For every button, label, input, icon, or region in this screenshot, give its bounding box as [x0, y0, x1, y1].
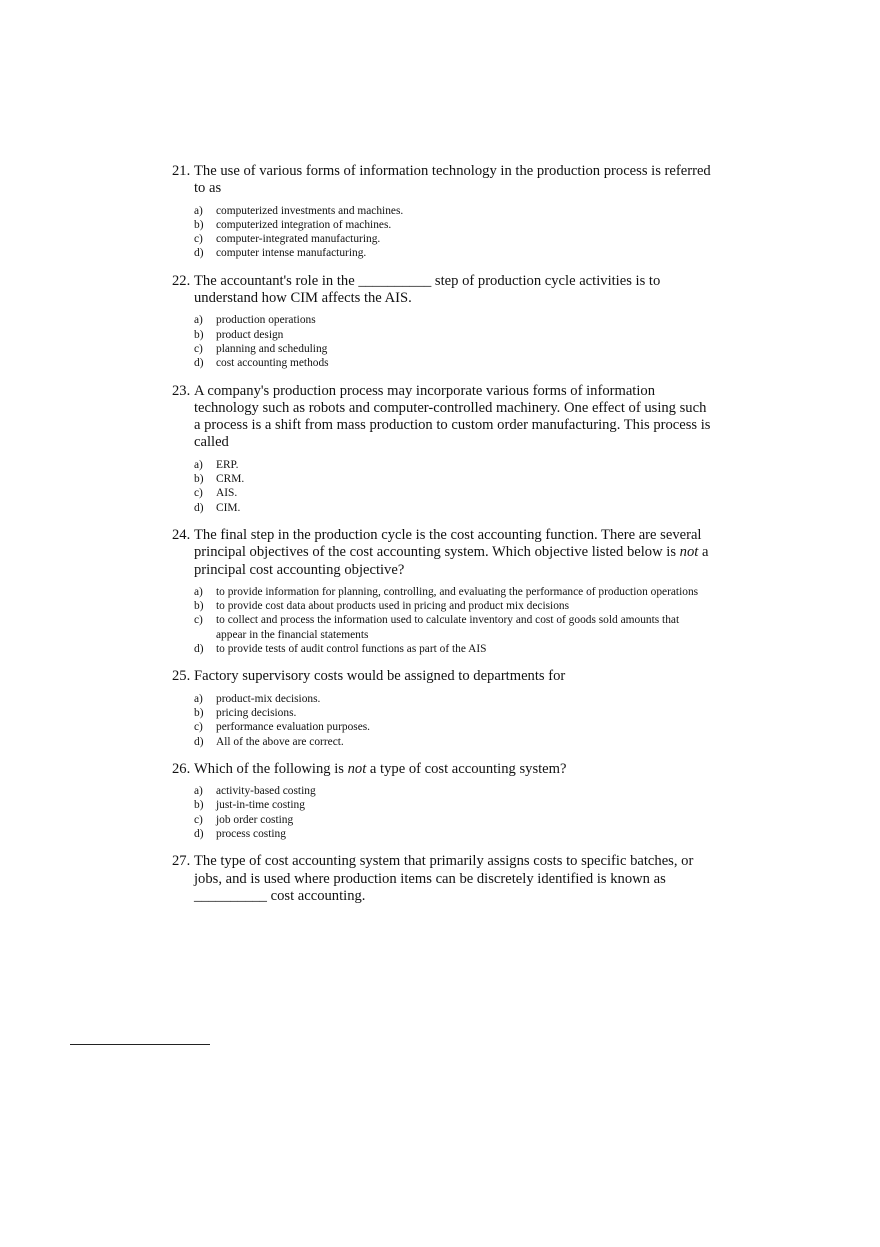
option-d: d) process costing	[194, 827, 286, 840]
option-c: c) job order costing	[194, 813, 294, 826]
question-24	[172, 527, 712, 656]
option-list	[194, 204, 712, 261]
question-23	[172, 383, 712, 515]
question-stem: The use of various forms of information technology in the production process is referred to as	[194, 163, 711, 197]
option-c: c) planning and scheduling	[194, 342, 328, 355]
option-list	[194, 458, 712, 515]
option-a: a) production operations	[194, 314, 316, 327]
option-d: d) All of the above are correct.	[194, 735, 344, 748]
option-a: a) product-mix decisions.	[194, 692, 321, 705]
option-d: d) to provide tests of audit control functions as part of the AIS	[194, 643, 487, 656]
option-b: b) computerized integration of machines.	[194, 218, 392, 231]
question-25	[172, 668, 712, 748]
emphasis-not: not	[347, 760, 367, 777]
question-21	[172, 163, 712, 261]
question-list	[172, 163, 712, 917]
option-list	[194, 585, 712, 656]
question-number: 23.	[172, 382, 191, 399]
option-c: c) AIS.	[194, 487, 238, 500]
question-number: 21.	[172, 163, 191, 179]
question-number: 26.	[172, 760, 191, 777]
option-b: b) pricing decisions.	[194, 706, 297, 719]
option-a: a) ERP.	[194, 458, 239, 471]
footnote-separator	[70, 1044, 210, 1045]
option-b: b) product design	[194, 328, 284, 341]
option-c: c) computer-integrated manufacturing.	[194, 233, 381, 246]
question-number: 22.	[172, 272, 191, 289]
question-27	[172, 853, 712, 905]
question-stem: A company's production process may incorporate various forms of information technology such as robots and computer-controlled machinery. One effect of using such a process is a shift from mass production to custom order manufacturing. This process is called	[194, 382, 711, 451]
option-a: a) to provide information for planning, controlling, and evaluating the performance of production operations	[194, 585, 699, 598]
option-b: b) to provide cost data about products used in pricing and product mix decisions	[194, 600, 570, 613]
option-d: d) computer intense manufacturing.	[194, 247, 367, 260]
question-stem: Which of the following is not a type of cost accounting system?	[194, 760, 567, 777]
emphasis-not: not	[679, 544, 699, 561]
option-a: a) activity-based costing	[194, 785, 316, 798]
question-number: 27.	[172, 853, 191, 870]
option-list	[194, 784, 712, 841]
option-d: d) cost accounting methods	[194, 357, 329, 370]
question-22	[172, 273, 712, 371]
question-stem: The final step in the production cycle is the cost accounting function. There are several principal objectives of the cost accounting system. Which objective listed below is not a principal cost accounting objective?	[194, 526, 709, 578]
option-b: b) just-in-time costing	[194, 799, 305, 812]
question-26	[172, 761, 712, 841]
question-stem: The type of cost accounting system that primarily assigns costs to specific batches, or jobs, and is used where production items can be discretely identified is known as __________ cost accounting.	[194, 853, 694, 904]
option-list	[194, 313, 712, 370]
option-list	[194, 692, 712, 749]
option-d: d) CIM.	[194, 501, 241, 514]
question-number: 24.	[172, 526, 191, 543]
option-a: a) computerized investments and machines.	[194, 204, 404, 217]
question-stem: The accountant's role in the __________ step of production cycle activities is to understand how CIM affects the AIS.	[194, 272, 661, 307]
option-b: b) CRM.	[194, 473, 245, 486]
question-stem: Factory supervisory costs would be assigned to departments for	[194, 668, 566, 685]
question-number: 25.	[172, 668, 191, 685]
option-c: c) to collect and process the information used to calculate inventory and cost of goods sold amounts that appear in the financial statements	[194, 614, 680, 641]
option-c: c) performance evaluation purposes.	[194, 721, 371, 734]
